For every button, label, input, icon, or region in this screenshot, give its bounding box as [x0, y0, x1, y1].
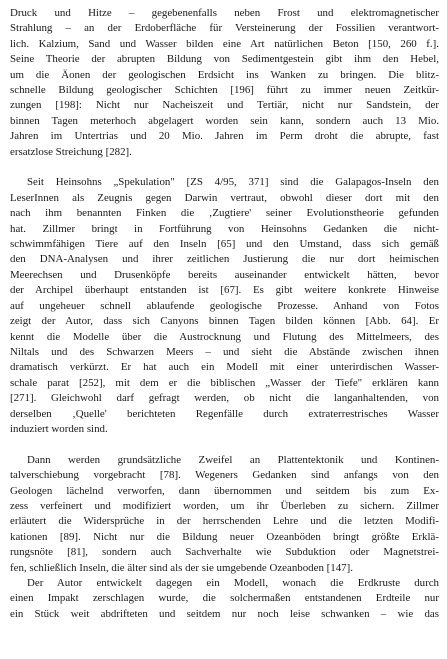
text-line: einen Impakt zerschlagen wurde, die solchermaßen entstandenen Erdteile nur — [10, 592, 439, 605]
text-line: binnen Tagen meterhoch abgelagert worden sein kann, sondern auch 13 Mio. — [10, 114, 439, 127]
text-line: um die Äonen der geologischen Erdsicht ins Wanken zu bringen. Die blitz- — [10, 68, 439, 81]
text-line: nach ihm benannten Finken die ‚Zugtiere' seiner Evolutionstheorie gefunden — [10, 207, 439, 220]
text-line: induziert worden sind. — [10, 422, 108, 435]
text-line: derselben ‚Quelle' berichteten Regenfälle durch extraterrestrisches Wasser — [10, 407, 439, 420]
text-line: Geologen lächelnd verworfen, dann übernommen und seitdem bis zum Ex- — [10, 484, 439, 497]
text-line: Strahlung – an der Erdoberfläche für Versteinerung der Fossilien verantwort- — [10, 22, 439, 35]
text-line: zeigt der Autor, dass sich Canyons binnen Tagen bilden können [Abb. 64]. Er — [10, 315, 439, 328]
text-line: ein Stück weit abdrifteten und seitdem nur noch leise schwanken – wie das — [10, 607, 439, 620]
text-line: zess verfeinert und modifiziert worden, um ihr Überleben zu sichern. Zillmer — [10, 499, 439, 512]
text-line: schnelle Bildung geologischer Schichten [196] führt zu immer neuen Zeitkür- — [10, 84, 439, 97]
text-line: LeserInnen als Zeugnis gegen Darwin vertraut, obwohl dieser dort mit den — [10, 191, 439, 204]
text-line: der Archipel überhaupt entstanden ist [67]. Es gibt weitere konkrete Hinweise — [10, 284, 439, 297]
text-line: ersatzlose Streichung [282]. — [10, 145, 132, 158]
text-line: den DNA-Analysen und ihrer zeitlichen Justierung die nur dort heimischen — [10, 253, 439, 266]
text-line: erläutert die Widersprüche in der herrschenden Lehre und die letzten Modifi- — [10, 515, 439, 528]
text-line: [271]. Gleichwohl darf gefragt werden, ob nicht die langanhaltenden, von — [10, 392, 439, 405]
text-line: fen, schließlich Inseln, die älter sind als der sie umgebende Ozeanboden [147]. — [10, 561, 353, 574]
text-line: Jahren im Untertrias und 20 Mio. Jahren im Perm droht die abrupte, fast — [10, 130, 439, 143]
text-line: dramatisch verkürzt. Er hat auch ein Modell mit einer unterirdischen Wasser- — [10, 361, 439, 374]
text-line: kationen [89]. Nicht nur die Bildung neuer Ozeanböden bringt größte Erklä- — [10, 530, 439, 543]
text-line: Seine Theorie der abrupten Bildung von Sedimentgestein gibt ihm den Hebel, — [10, 53, 439, 66]
text-line: auf ungeheuer schnell ablaufende geologische Prozesse. Anhand von Fotos — [10, 299, 439, 312]
text-line: lich. Kalzium, Sand und Wasser bilden eine Art natürlichen Beton [150, 260 f.]. — [10, 37, 439, 50]
paragraph-plate-tectonics — [10, 453, 439, 576]
text-line: Druck und Hitze – gegebenenfalls neben Frost und elektromagnetischer — [10, 7, 439, 19]
text-line: talverschiebung vorgebracht [78]. Wegeners Gedanken sind anfangs von den — [10, 469, 439, 482]
paragraph-galapagos — [10, 175, 439, 437]
text-line: Niltals und des Schwarzen Meers – und sieht die Abstände zwischen ihnen — [10, 345, 439, 358]
text-line: zungen [198]: Nicht nur Nacheiszeit und Tertiär, nicht nur Sandstein, der — [10, 99, 439, 112]
text-line: hat. Zillmer bringt in Fortführung von Heinsohns Gedanken die nicht- — [10, 222, 439, 235]
paragraph-fossilization — [10, 6, 439, 160]
paragraph-impact-model — [10, 576, 439, 622]
text-line: Dann werden grundsätzliche Zweifel an Plattentektonik und Kontinen- — [27, 453, 439, 466]
text-line: kennt die Modelle über die Austrocknung und Flutung des Mittelmeers, des — [10, 330, 439, 343]
text-line: schale parat [252], mit dem er die biblischen „Wasser der Tiefe" erklären kann — [10, 376, 439, 389]
text-line: Meerechsen und Drusenköpfe bereits auseinander entwickelt hätten, bevor — [10, 268, 439, 281]
text-line: Der Autor entwickelt dagegen ein Modell, wonach die Erdkruste durch — [27, 577, 439, 589]
text-line: rungsnöte [81], sondern auch Sachverhalte wie Subduktion oder Magnetstrei- — [10, 546, 439, 559]
text-line: schwimmfähigen Tiere auf den Inseln [65] und den Umstand, dass sich gemäß — [10, 238, 439, 251]
text-line: Seit Heinsohns „Spekulation" [ZS 4/95, 371] sind die Galapagos-Inseln den — [27, 176, 439, 189]
